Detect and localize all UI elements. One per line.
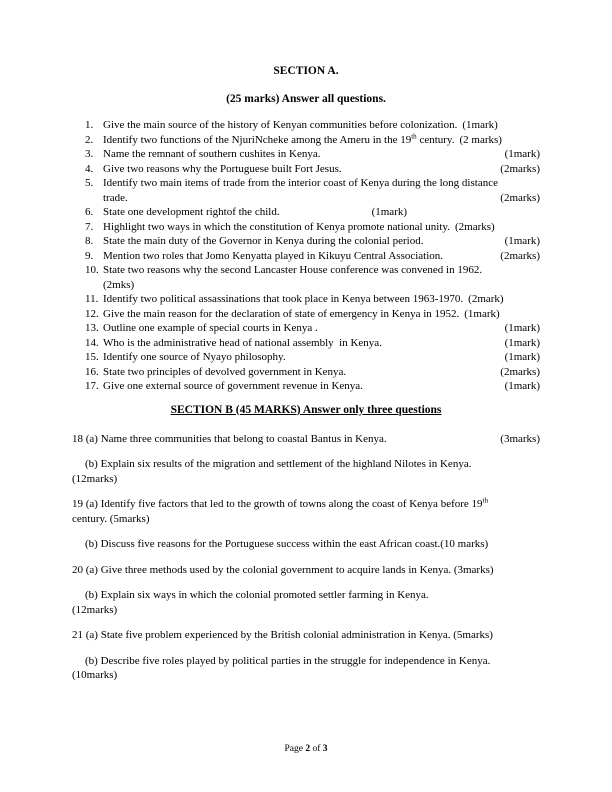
question-number: 10. (85, 264, 99, 276)
section-b-title-text: SECTION B (45 MARKS) Answer only three questions (170, 403, 442, 416)
marks-label: (2mark) (468, 293, 504, 305)
question-item (85, 350, 540, 365)
page-total: 3 (322, 744, 328, 754)
question-item (85, 249, 540, 264)
question-text: 18 (a) Name three communities that belong to coastal Bantus in Kenya. (72, 432, 387, 445)
question-text: State the main duty of the Governor in Kenya during the colonial period. (103, 235, 424, 247)
section-a-title: SECTION A. (273, 65, 339, 77)
superscript-th: th (411, 131, 417, 140)
marks-label: (1mark) (464, 307, 500, 320)
question-text: 21 (a) State five problem experienced by the British colonial administration in Kenya. (5marks) (72, 629, 493, 641)
question-text-part: 19 (a) Identify five factors that led to the growth of towns along the coast of Kenya before 19 (72, 498, 483, 510)
question-number: 17. (85, 380, 99, 392)
marks-label: (1mark) (504, 235, 540, 247)
question-text: Mention two roles that Jomo Kenyatta played in Kikuyu Central Association. (103, 249, 444, 262)
question-item (85, 133, 540, 148)
question-item (72, 588, 540, 617)
question-text: (b) Explain six ways in which the colonial promoted settler farming in Kenya. (85, 589, 429, 601)
question-number: 11. (85, 293, 99, 305)
question-item (85, 176, 540, 205)
marks-label: (10marks) (72, 669, 118, 681)
section-a-question-list (85, 118, 540, 394)
question-text: State two reasons why the second Lancaster House conference was convened in 1962. (103, 264, 483, 276)
question-number: 4. (85, 162, 94, 175)
marks-label: (2mks) (103, 278, 135, 291)
question-item (85, 379, 540, 394)
question-item (72, 654, 540, 683)
marks-label: (2marks) (454, 220, 495, 233)
marks-label: (1mark) (504, 148, 540, 160)
question-text: (b) Discuss five reasons for the Portuguese success within the east African coast.(10 marks) (85, 538, 489, 550)
question-number: 13. (85, 322, 99, 334)
question-item (72, 457, 540, 486)
question-number: 3. (85, 148, 94, 160)
question-number: 8. (85, 235, 94, 247)
question-number: 12. (85, 307, 99, 320)
section-a-subtitle: (25 marks) Answer all questions. (226, 93, 386, 105)
question-text: Give the main source of the history of Kenyan communities before colonization. (103, 119, 458, 131)
question-item (72, 497, 540, 526)
question-text: 20 (a) Give three methods used by the colonial government to acquire lands in Kenya. (3marks) (72, 563, 494, 576)
question-text-part: century. (416, 133, 455, 146)
marks-label: (2marks) (500, 191, 540, 204)
page-footer (0, 744, 612, 754)
question-item (85, 162, 540, 177)
question-text: Give the main reason for the declaration of state of emergency in Kenya in 1952. (103, 307, 460, 320)
question-item (85, 118, 540, 133)
question-text: Give two reasons why the Portuguese built Fort Jesus. (103, 162, 342, 175)
section-b-title (72, 403, 540, 418)
marks-label: (3marks) (500, 432, 540, 445)
question-number: 5. (85, 177, 94, 189)
question-text-continued: trade. (103, 191, 128, 204)
question-number: 14. (85, 336, 99, 349)
question-text: Name the remnant of southern cushites in Kenya. (103, 148, 321, 160)
question-text: (b) Describe five roles played by political parties in the struggle for independence in Kenya. (85, 654, 491, 667)
question-text (103, 133, 454, 148)
question-item (85, 205, 540, 220)
question-text: Identify two political assassinations that took place in Kenya between 1963-1970. (103, 293, 464, 305)
question-text: Outline one example of special courts in Kenya . (103, 322, 318, 334)
question-item (85, 336, 540, 351)
question-text: Identify one source of Nyayo philosophy. (103, 351, 286, 363)
marks-label: (1mark) (462, 119, 498, 131)
question-item (72, 628, 540, 643)
question-text: Who is the administrative head of national assembly in Kenya. (103, 336, 382, 349)
superscript-th: th (482, 496, 488, 505)
question-item (85, 220, 540, 235)
question-number: 2. (85, 133, 94, 146)
question-text-continued: century. (5marks) (72, 512, 150, 525)
question-item (85, 365, 540, 380)
marks-label: (2marks) (500, 365, 540, 378)
question-item (72, 563, 540, 578)
question-text: State one development rightof the child. (103, 206, 280, 218)
page-number: 2 (305, 744, 311, 754)
question-text: (b) Explain six results of the migration and settlement of the highland Nilotes in Kenya. (85, 458, 472, 470)
question-text (72, 497, 488, 512)
question-item (85, 263, 540, 292)
question-text-part: Identify two functions of the NjuriNcheke among the Ameru in the 19 (103, 133, 412, 146)
question-text: Highlight two ways in which the constitution of Kenya promote national unity. (103, 220, 450, 233)
question-item (72, 432, 540, 447)
marks-label: (1mark) (371, 206, 408, 218)
of-label: of (310, 744, 323, 754)
marks-label: (12marks) (72, 603, 118, 616)
marks-label: (1mark) (504, 351, 540, 363)
marks-label: (1mark) (504, 336, 540, 349)
question-item (85, 234, 540, 249)
marks-label: (2marks) (500, 249, 540, 262)
question-number: 7. (85, 220, 94, 233)
question-text: Identify two main items of trade from the interior coast of Kenya during the long distance (103, 177, 498, 189)
question-number: 6. (85, 206, 94, 218)
question-item (85, 147, 540, 162)
page-label: Page (284, 744, 306, 754)
section-b-question-list (72, 432, 540, 683)
question-item (85, 321, 540, 336)
marks-label: (1mark) (504, 380, 540, 392)
question-item (85, 307, 540, 322)
question-text: Give one external source of government revenue in Kenya. (103, 380, 363, 392)
question-number: 1. (85, 119, 94, 131)
marks-label: (1mark) (504, 322, 540, 334)
marks-label: (12marks) (72, 472, 118, 485)
question-text: State two principles of devolved government in Kenya. (103, 365, 347, 378)
question-number: 16. (85, 365, 99, 378)
question-item (72, 537, 540, 552)
question-item (85, 292, 540, 307)
marks-label: (2 marks) (459, 133, 502, 146)
question-number: 9. (85, 249, 94, 262)
question-number: 15. (85, 351, 99, 363)
marks-label: (2marks) (500, 162, 540, 175)
